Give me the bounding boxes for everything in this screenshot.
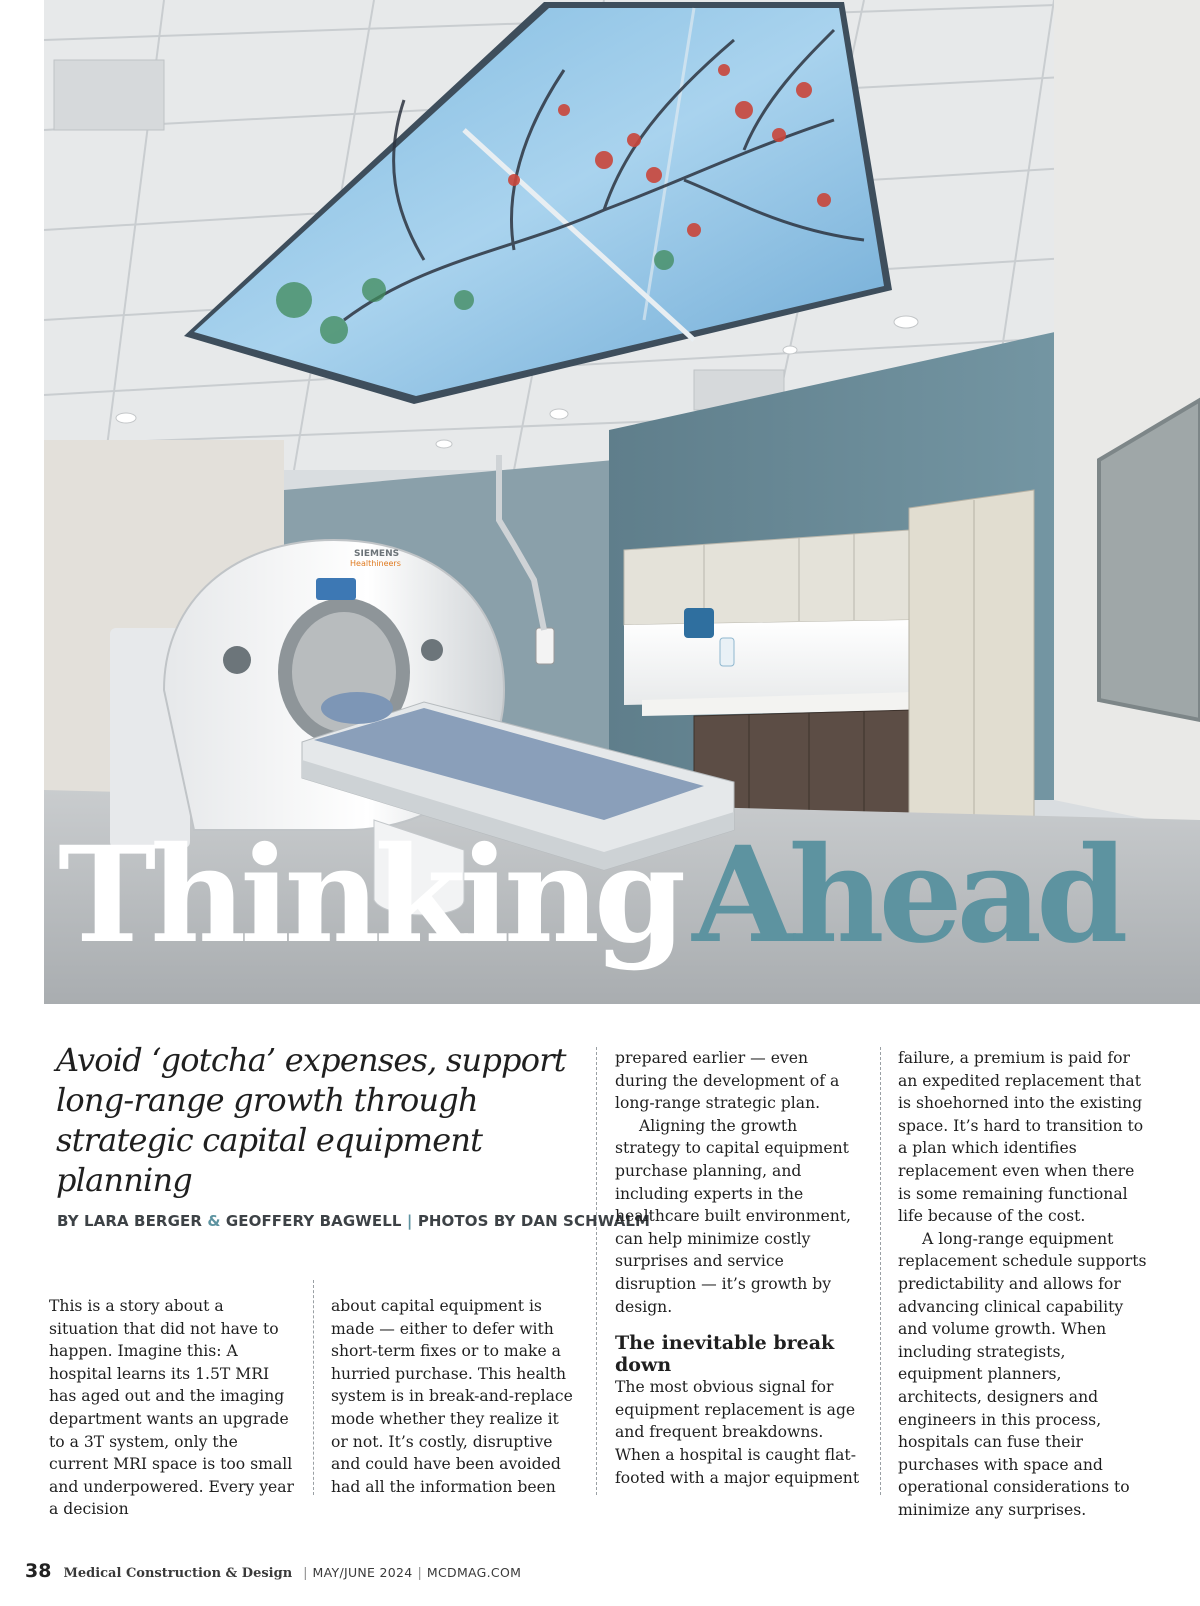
byline-photo-credit: PHOTOS BY DAN SCHWALM [417, 1212, 651, 1230]
paragraph: A long-range equipment replacement schedule supports predictability and allows for advancing clinical capability and volume growth. When including strategists, equipment planners, architects, designers and engineers in this process, hospitals can fuse their purchases with space and operational considerations to minimize any surprises. [898, 1229, 1147, 1519]
tall-cabinet [909, 490, 1034, 840]
paragraph: about capital equipment is made — either to defer with short-term fixes or to make a hurried purchase. This health system is in break-and-replace mode whether they realize it or not. It’s costly, disruptive and could have been avoided had all the information been [331, 1297, 573, 1496]
column-divider [880, 1047, 881, 1495]
deck: Avoid ‘gotcha’ expenses, support long-range growth through strategic capital equipment planning [56, 1041, 566, 1199]
footer-separator: | [417, 1566, 422, 1581]
column-divider [596, 1047, 597, 1495]
section-subhead: The inevitable break down [615, 1332, 835, 1377]
headline [58, 818, 1123, 973]
headline-word-ahead: Ahead [692, 818, 1123, 973]
paragraph: prepared earlier — even during the development of a long-range strategic plan. [615, 1049, 840, 1113]
ceiling-vent [54, 60, 164, 130]
issue-date: MAY/JUNE 2024 [312, 1565, 413, 1580]
hero-photo [44, 0, 1200, 1004]
publication-name: Medical Construction & Design [63, 1566, 293, 1581]
paragraph: The most obvious signal for equipment replacement is age and frequent breakdowns. When a hospital is caught flat-footed with a major equipment [615, 1378, 860, 1487]
byline-ampersand: & [207, 1212, 221, 1230]
body-column-4 [898, 1047, 1148, 1521]
paragraph: This is a story about a situation that did not have to happen. Imagine this: A hospital learns its 1.5T MRI has aged out and the imaging department wants an upgrade to a 3T system, only the current MRI space is too small and underpowered. Every year a decision [49, 1297, 294, 1519]
body-column-1 [49, 1295, 297, 1521]
body-column-3 [615, 1047, 865, 1489]
paragraph: Aligning the growth strategy to capital equipment purchase planning, and including experts in the healthcare built environment, can help minimize costly surprises and service disruption — it’s growth by design. [615, 1116, 851, 1316]
byline-author2: GEOFFERY BAGWELL [225, 1212, 402, 1230]
backsplash [624, 620, 909, 705]
footer-separator: | [303, 1566, 308, 1581]
body-column-2 [331, 1295, 579, 1498]
paragraph: failure, a premium is paid for an expedited replacement that is shoehorned into the existing space. It’s hard to transition to a plan which identifies replacement even when there is some remaining functional life because of the cost. [898, 1049, 1144, 1226]
wall-monitor-device [536, 628, 554, 664]
page-footer [25, 1560, 521, 1582]
byline [57, 1212, 650, 1230]
soap-dispenser [684, 608, 714, 638]
scanner-brand-label: SIEMENS [354, 549, 400, 559]
scanner-sub-label: Healthineers [350, 559, 401, 568]
headline-word-thinking: Thinking [58, 818, 681, 973]
byline-author1: BY LARA BERGER [57, 1212, 202, 1230]
column-divider [313, 1280, 314, 1495]
page-number: 38 [25, 1560, 52, 1582]
website-link[interactable]: MCDMAG.COM [426, 1565, 522, 1580]
byline-separator: | [406, 1212, 413, 1230]
